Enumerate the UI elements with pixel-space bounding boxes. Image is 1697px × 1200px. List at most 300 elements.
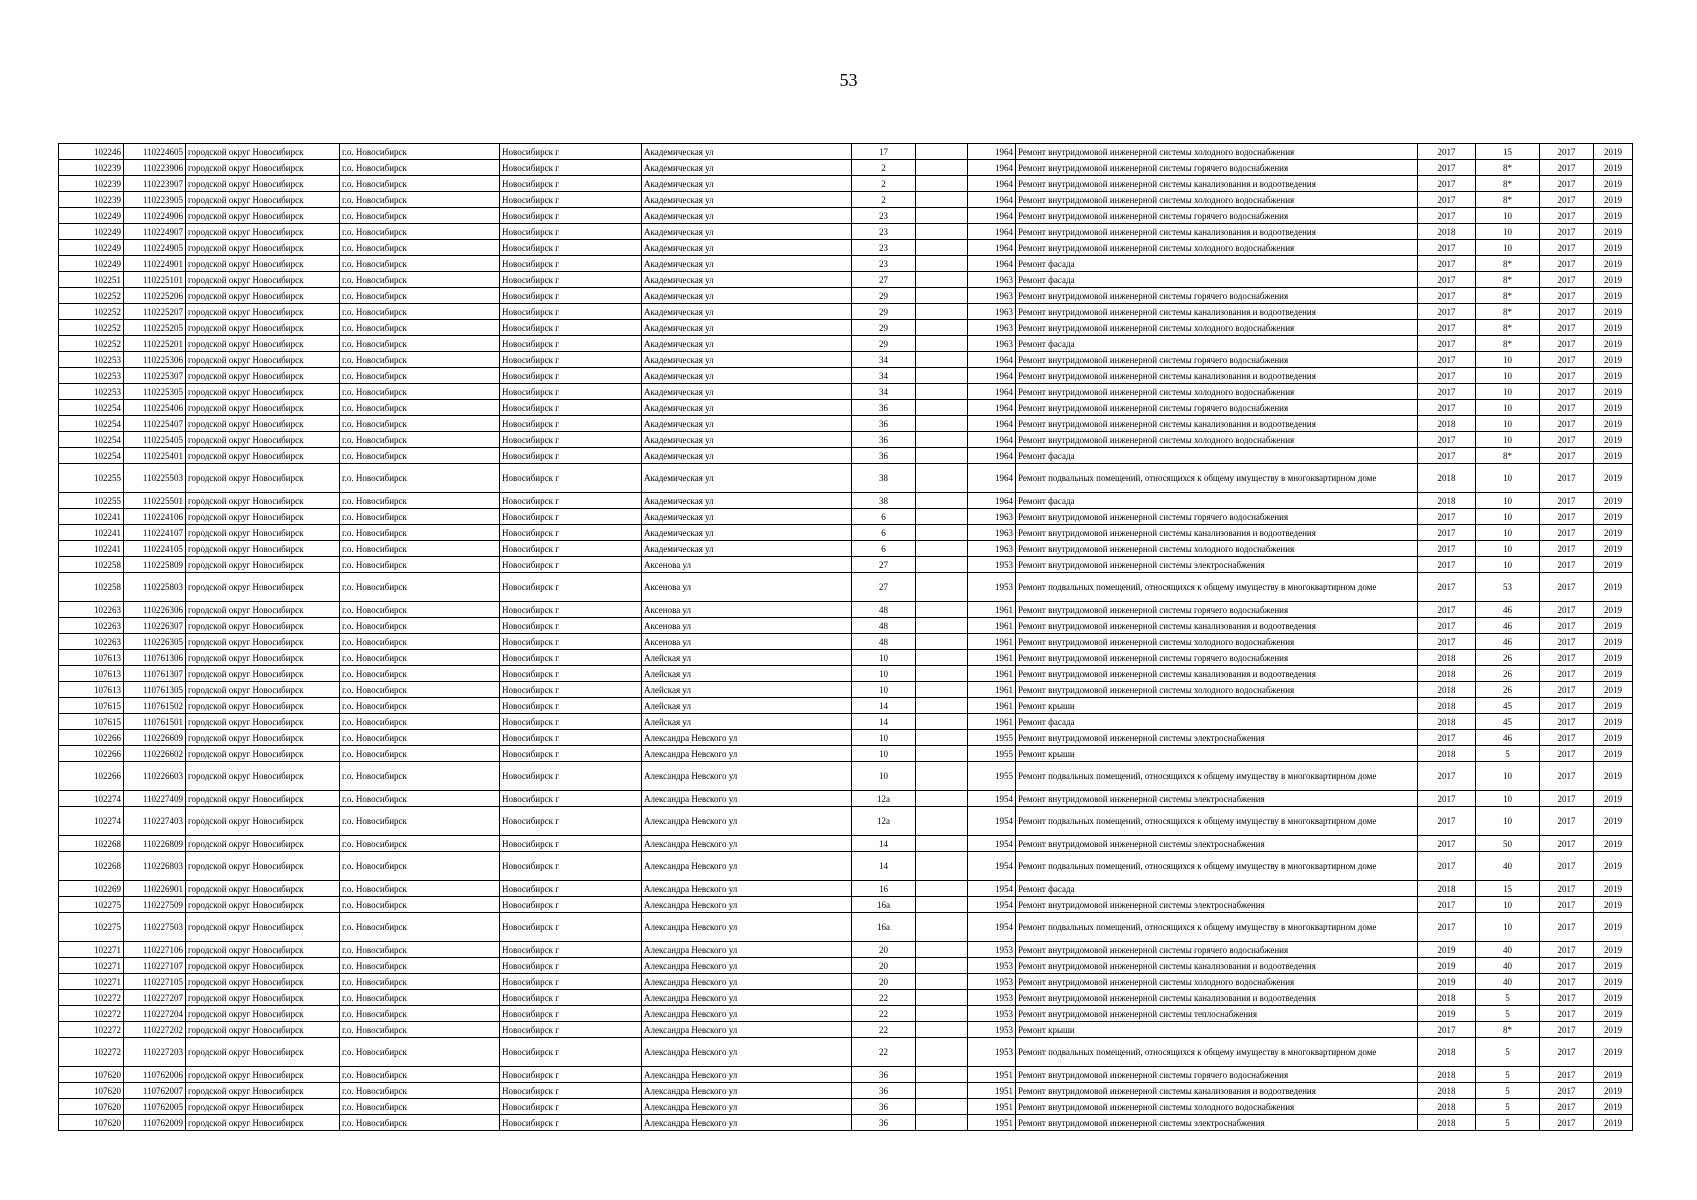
cell-end-year: 2019	[1594, 509, 1633, 525]
cell-house-number: 6	[852, 525, 916, 541]
cell-plan-year: 2017	[1418, 192, 1476, 208]
table-row	[59, 942, 1633, 958]
cell-plan-year: 2018	[1418, 1038, 1476, 1067]
cell-start-year: 2017	[1540, 573, 1594, 602]
cell-term: 5	[1476, 990, 1540, 1006]
table-row	[59, 762, 1633, 791]
cell-term: 10	[1476, 557, 1540, 573]
table-row	[59, 573, 1633, 602]
cell-work-type: Ремонт подвальных помещений, относящихся к общему имуществу в многоквартирном доме	[1016, 464, 1418, 493]
cell-building	[916, 974, 968, 990]
cell-building	[916, 1022, 968, 1038]
cell-street: Академическая ул	[642, 448, 852, 464]
cell-plan-year: 2017	[1418, 634, 1476, 650]
cell-term: 15	[1476, 881, 1540, 897]
cell-municipality: г.о. Новосибирск	[340, 714, 500, 730]
table-row	[59, 1022, 1633, 1038]
cell-year-built: 1964	[968, 400, 1016, 416]
cell-work-id: 110225407	[124, 416, 186, 432]
cell-work-type: Ремонт крыши	[1016, 698, 1418, 714]
cell-year-built: 1964	[968, 368, 1016, 384]
cell-municipality: г.о. Новосибирск	[340, 650, 500, 666]
cell-work-type: Ремонт внутридомовой инженерной системы горячего водоснабжения	[1016, 509, 1418, 525]
cell-plan-year: 2017	[1418, 791, 1476, 807]
cell-work-id: 110762009	[124, 1115, 186, 1131]
cell-plan-year: 2017	[1418, 288, 1476, 304]
cell-building	[916, 1067, 968, 1083]
cell-building	[916, 400, 968, 416]
cell-house-number: 20	[852, 942, 916, 958]
cell-end-year: 2019	[1594, 368, 1633, 384]
cell-house-number: 12а	[852, 791, 916, 807]
cell-end-year: 2019	[1594, 836, 1633, 852]
cell-year-built: 1954	[968, 913, 1016, 942]
cell-municipal-district: городской округ Новосибирск	[186, 493, 340, 509]
cell-municipal-district: городской округ Новосибирск	[186, 256, 340, 272]
cell-year-built: 1951	[968, 1083, 1016, 1099]
cell-locality: Новосибирск г	[500, 400, 642, 416]
table-row	[59, 714, 1633, 730]
cell-locality: Новосибирск г	[500, 525, 642, 541]
cell-house-id: 102275	[59, 913, 124, 942]
cell-house-id: 102258	[59, 557, 124, 573]
cell-end-year: 2019	[1594, 144, 1633, 160]
table-row	[59, 493, 1633, 509]
cell-house-id: 102254	[59, 448, 124, 464]
cell-locality: Новосибирск г	[500, 336, 642, 352]
cell-plan-year: 2017	[1418, 541, 1476, 557]
cell-municipality: г.о. Новосибирск	[340, 432, 500, 448]
cell-municipality: г.о. Новосибирск	[340, 1115, 500, 1131]
cell-work-id: 110224605	[124, 144, 186, 160]
cell-term: 8*	[1476, 448, 1540, 464]
cell-house-id: 102249	[59, 256, 124, 272]
cell-start-year: 2017	[1540, 288, 1594, 304]
cell-term: 46	[1476, 618, 1540, 634]
cell-street: Академическая ул	[642, 272, 852, 288]
cell-building	[916, 618, 968, 634]
cell-municipal-district: городской округ Новосибирск	[186, 881, 340, 897]
cell-start-year: 2017	[1540, 602, 1594, 618]
cell-work-type: Ремонт внутридомовой инженерной системы теплоснабжения	[1016, 1006, 1418, 1022]
cell-building	[916, 1115, 968, 1131]
cell-work-type: Ремонт подвальных помещений, относящихся к общему имуществу в многоквартирном доме	[1016, 1038, 1418, 1067]
cell-municipality: г.о. Новосибирск	[340, 272, 500, 288]
cell-municipal-district: городской округ Новосибирск	[186, 974, 340, 990]
cell-work-type: Ремонт внутридомовой инженерной системы горячего водоснабжения	[1016, 208, 1418, 224]
cell-work-type: Ремонт внутридомовой инженерной системы холодного водоснабжения	[1016, 240, 1418, 256]
cell-street: Академическая ул	[642, 336, 852, 352]
cell-building	[916, 525, 968, 541]
cell-start-year: 2017	[1540, 304, 1594, 320]
cell-house-number: 34	[852, 368, 916, 384]
cell-start-year: 2017	[1540, 634, 1594, 650]
cell-year-built: 1961	[968, 634, 1016, 650]
cell-work-type: Ремонт крыши	[1016, 1022, 1418, 1038]
cell-street: Алейская ул	[642, 650, 852, 666]
cell-work-id: 110225101	[124, 272, 186, 288]
cell-end-year: 2019	[1594, 240, 1633, 256]
cell-work-id: 110224107	[124, 525, 186, 541]
cell-locality: Новосибирск г	[500, 881, 642, 897]
cell-work-id: 110225501	[124, 493, 186, 509]
cell-year-built: 1964	[968, 240, 1016, 256]
cell-house-id: 107613	[59, 650, 124, 666]
cell-year-built: 1953	[968, 1022, 1016, 1038]
cell-building	[916, 698, 968, 714]
cell-building	[916, 958, 968, 974]
cell-house-id: 102271	[59, 942, 124, 958]
table-row	[59, 666, 1633, 682]
cell-street: Александра Невского ул	[642, 974, 852, 990]
cell-work-id: 110225803	[124, 573, 186, 602]
cell-municipality: г.о. Новосибирск	[340, 144, 500, 160]
cell-locality: Новосибирск г	[500, 272, 642, 288]
cell-street: Академическая ул	[642, 493, 852, 509]
cell-house-id: 102266	[59, 730, 124, 746]
cell-term: 10	[1476, 464, 1540, 493]
cell-end-year: 2019	[1594, 958, 1633, 974]
cell-end-year: 2019	[1594, 746, 1633, 762]
cell-start-year: 2017	[1540, 192, 1594, 208]
cell-year-built: 1953	[968, 942, 1016, 958]
cell-plan-year: 2017	[1418, 602, 1476, 618]
table-row	[59, 1115, 1633, 1131]
cell-start-year: 2017	[1540, 400, 1594, 416]
cell-municipality: г.о. Новосибирск	[340, 573, 500, 602]
cell-building	[916, 682, 968, 698]
cell-plan-year: 2017	[1418, 448, 1476, 464]
cell-work-type: Ремонт внутридомовой инженерной системы канализования и водоотведения	[1016, 666, 1418, 682]
cell-plan-year: 2017	[1418, 525, 1476, 541]
cell-plan-year: 2017	[1418, 352, 1476, 368]
table-row	[59, 144, 1633, 160]
cell-locality: Новосибирск г	[500, 913, 642, 942]
cell-plan-year: 2018	[1418, 650, 1476, 666]
cell-work-type: Ремонт внутридомовой инженерной системы канализования и водоотведения	[1016, 990, 1418, 1006]
cell-work-type: Ремонт внутридомовой инженерной системы холодного водоснабжения	[1016, 144, 1418, 160]
cell-work-type: Ремонт внутридомовой инженерной системы электроснабжения	[1016, 557, 1418, 573]
cell-locality: Новосибирск г	[500, 541, 642, 557]
cell-locality: Новосибирск г	[500, 1115, 642, 1131]
cell-house-number: 34	[852, 384, 916, 400]
cell-work-id: 110225405	[124, 432, 186, 448]
cell-municipality: г.о. Новосибирск	[340, 852, 500, 881]
table-row	[59, 509, 1633, 525]
cell-start-year: 2017	[1540, 807, 1594, 836]
cell-house-number: 23	[852, 208, 916, 224]
cell-building	[916, 1038, 968, 1067]
cell-work-id: 110225503	[124, 464, 186, 493]
cell-house-number: 6	[852, 509, 916, 525]
cell-street: Александра Невского ул	[642, 807, 852, 836]
cell-house-number: 2	[852, 192, 916, 208]
cell-year-built: 1963	[968, 336, 1016, 352]
cell-work-type: Ремонт фасада	[1016, 493, 1418, 509]
cell-street: Академическая ул	[642, 432, 852, 448]
cell-municipality: г.о. Новосибирск	[340, 256, 500, 272]
cell-year-built: 1961	[968, 618, 1016, 634]
cell-municipal-district: городской округ Новосибирск	[186, 791, 340, 807]
cell-building	[916, 256, 968, 272]
cell-street: Академическая ул	[642, 368, 852, 384]
cell-house-id: 102272	[59, 1006, 124, 1022]
cell-term: 10	[1476, 384, 1540, 400]
cell-house-id: 102252	[59, 304, 124, 320]
cell-start-year: 2017	[1540, 240, 1594, 256]
cell-start-year: 2017	[1540, 698, 1594, 714]
cell-house-id: 102253	[59, 352, 124, 368]
cell-street: Александра Невского ул	[642, 913, 852, 942]
cell-house-id: 107620	[59, 1083, 124, 1099]
cell-end-year: 2019	[1594, 730, 1633, 746]
cell-start-year: 2017	[1540, 990, 1594, 1006]
cell-work-id: 110761501	[124, 714, 186, 730]
cell-term: 8*	[1476, 336, 1540, 352]
cell-house-id: 102266	[59, 746, 124, 762]
table-row	[59, 974, 1633, 990]
cell-start-year: 2017	[1540, 1006, 1594, 1022]
cell-work-id: 110226609	[124, 730, 186, 746]
cell-work-id: 110226602	[124, 746, 186, 762]
cell-street: Александра Невского ул	[642, 881, 852, 897]
cell-term: 40	[1476, 974, 1540, 990]
cell-building	[916, 650, 968, 666]
cell-municipal-district: городской округ Новосибирск	[186, 602, 340, 618]
cell-end-year: 2019	[1594, 618, 1633, 634]
cell-end-year: 2019	[1594, 416, 1633, 432]
cell-plan-year: 2018	[1418, 224, 1476, 240]
cell-work-id: 110227204	[124, 1006, 186, 1022]
cell-start-year: 2017	[1540, 897, 1594, 913]
cell-work-type: Ремонт внутридомовой инженерной системы горячего водоснабжения	[1016, 400, 1418, 416]
cell-municipal-district: городской округ Новосибирск	[186, 208, 340, 224]
cell-term: 10	[1476, 913, 1540, 942]
cell-start-year: 2017	[1540, 852, 1594, 881]
cell-building	[916, 746, 968, 762]
table-row	[59, 746, 1633, 762]
cell-plan-year: 2017	[1418, 368, 1476, 384]
cell-year-built: 1954	[968, 807, 1016, 836]
cell-municipal-district: городской округ Новосибирск	[186, 509, 340, 525]
table-row	[59, 525, 1633, 541]
cell-start-year: 2017	[1540, 958, 1594, 974]
cell-locality: Новосибирск г	[500, 634, 642, 650]
cell-work-type: Ремонт внутридомовой инженерной системы холодного водоснабжения	[1016, 192, 1418, 208]
cell-municipal-district: городской округ Новосибирск	[186, 224, 340, 240]
cell-plan-year: 2018	[1418, 1083, 1476, 1099]
cell-house-number: 14	[852, 852, 916, 881]
cell-street: Академическая ул	[642, 509, 852, 525]
cell-year-built: 1951	[968, 1099, 1016, 1115]
cell-locality: Новосибирск г	[500, 666, 642, 682]
cell-plan-year: 2017	[1418, 400, 1476, 416]
cell-municipality: г.о. Новосибирск	[340, 942, 500, 958]
cell-municipality: г.о. Новосибирск	[340, 493, 500, 509]
cell-term: 46	[1476, 730, 1540, 746]
table-row	[59, 791, 1633, 807]
cell-building	[916, 791, 968, 807]
cell-start-year: 2017	[1540, 746, 1594, 762]
cell-street: Александра Невского ул	[642, 762, 852, 791]
cell-municipal-district: городской округ Новосибирск	[186, 288, 340, 304]
cell-start-year: 2017	[1540, 682, 1594, 698]
cell-start-year: 2017	[1540, 448, 1594, 464]
cell-house-number: 27	[852, 272, 916, 288]
cell-start-year: 2017	[1540, 272, 1594, 288]
cell-locality: Новосибирск г	[500, 384, 642, 400]
table-row	[59, 304, 1633, 320]
cell-municipality: г.о. Новосибирск	[340, 730, 500, 746]
cell-building	[916, 176, 968, 192]
cell-end-year: 2019	[1594, 352, 1633, 368]
cell-work-id: 110224905	[124, 240, 186, 256]
cell-house-id: 102239	[59, 192, 124, 208]
table-row	[59, 1038, 1633, 1067]
cell-work-id: 110225401	[124, 448, 186, 464]
cell-street: Академическая ул	[642, 144, 852, 160]
cell-street: Академическая ул	[642, 256, 852, 272]
cell-end-year: 2019	[1594, 990, 1633, 1006]
cell-house-id: 102253	[59, 368, 124, 384]
cell-start-year: 2017	[1540, 942, 1594, 958]
table-row	[59, 208, 1633, 224]
cell-plan-year: 2017	[1418, 762, 1476, 791]
cell-street: Александра Невского ул	[642, 1067, 852, 1083]
cell-building	[916, 288, 968, 304]
cell-street: Александра Невского ул	[642, 1022, 852, 1038]
cell-locality: Новосибирск г	[500, 448, 642, 464]
cell-locality: Новосибирск г	[500, 416, 642, 432]
cell-work-type: Ремонт внутридомовой инженерной системы горячего водоснабжения	[1016, 160, 1418, 176]
cell-plan-year: 2017	[1418, 852, 1476, 881]
cell-work-type: Ремонт подвальных помещений, относящихся к общему имуществу в многоквартирном доме	[1016, 762, 1418, 791]
cell-house-id: 102255	[59, 464, 124, 493]
cell-locality: Новосибирск г	[500, 160, 642, 176]
cell-house-number: 10	[852, 730, 916, 746]
cell-work-id: 110225307	[124, 368, 186, 384]
cell-house-id: 102268	[59, 852, 124, 881]
cell-start-year: 2017	[1540, 368, 1594, 384]
cell-locality: Новосибирск г	[500, 1038, 642, 1067]
cell-street: Академическая ул	[642, 320, 852, 336]
cell-work-id: 110223907	[124, 176, 186, 192]
cell-term: 10	[1476, 509, 1540, 525]
cell-start-year: 2017	[1540, 1115, 1594, 1131]
cell-work-type: Ремонт внутридомовой инженерной системы холодного водоснабжения	[1016, 384, 1418, 400]
cell-end-year: 2019	[1594, 432, 1633, 448]
cell-term: 10	[1476, 416, 1540, 432]
table-row	[59, 1083, 1633, 1099]
cell-municipality: г.о. Новосибирск	[340, 384, 500, 400]
cell-building	[916, 144, 968, 160]
cell-building	[916, 368, 968, 384]
cell-street: Академическая ул	[642, 525, 852, 541]
cell-year-built: 1964	[968, 416, 1016, 432]
cell-work-id: 110224106	[124, 509, 186, 525]
cell-municipal-district: городской округ Новосибирск	[186, 666, 340, 682]
cell-house-id: 102255	[59, 493, 124, 509]
cell-end-year: 2019	[1594, 1067, 1633, 1083]
table-row	[59, 160, 1633, 176]
cell-municipality: г.о. Новосибирск	[340, 1038, 500, 1067]
cell-start-year: 2017	[1540, 762, 1594, 791]
cell-year-built: 1954	[968, 836, 1016, 852]
cell-municipality: г.о. Новосибирск	[340, 666, 500, 682]
cell-year-built: 1963	[968, 525, 1016, 541]
cell-term: 5	[1476, 1067, 1540, 1083]
cell-municipal-district: городской округ Новосибирск	[186, 852, 340, 881]
cell-municipal-district: городской округ Новосибирск	[186, 762, 340, 791]
cell-municipality: г.о. Новосибирск	[340, 913, 500, 942]
cell-municipality: г.о. Новосибирск	[340, 320, 500, 336]
cell-work-type: Ремонт внутридомовой инженерной системы электроснабжения	[1016, 730, 1418, 746]
cell-house-number: 36	[852, 400, 916, 416]
cell-plan-year: 2018	[1418, 746, 1476, 762]
cell-work-type: Ремонт фасада	[1016, 336, 1418, 352]
cell-building	[916, 240, 968, 256]
table-row	[59, 464, 1633, 493]
cell-municipal-district: городской округ Новосибирск	[186, 272, 340, 288]
cell-year-built: 1964	[968, 384, 1016, 400]
cell-municipal-district: городской округ Новосибирск	[186, 836, 340, 852]
cell-municipality: г.о. Новосибирск	[340, 416, 500, 432]
cell-municipal-district: городской округ Новосибирск	[186, 368, 340, 384]
cell-plan-year: 2017	[1418, 320, 1476, 336]
cell-locality: Новосибирск г	[500, 990, 642, 1006]
cell-work-id: 110761305	[124, 682, 186, 698]
cell-house-id: 102275	[59, 897, 124, 913]
cell-work-type: Ремонт фасада	[1016, 448, 1418, 464]
table-row	[59, 272, 1633, 288]
cell-end-year: 2019	[1594, 698, 1633, 714]
cell-house-id: 107615	[59, 714, 124, 730]
cell-plan-year: 2017	[1418, 913, 1476, 942]
cell-work-type: Ремонт внутридомовой инженерной системы канализования и водоотведения	[1016, 416, 1418, 432]
cell-house-id: 102252	[59, 288, 124, 304]
table-row	[59, 650, 1633, 666]
cell-street: Аксенова ул	[642, 602, 852, 618]
page-number: 53	[839, 70, 858, 90]
cell-work-type: Ремонт внутридомовой инженерной системы электроснабжения	[1016, 897, 1418, 913]
cell-municipality: г.о. Новосибирск	[340, 618, 500, 634]
cell-building	[916, 272, 968, 288]
cell-building	[916, 160, 968, 176]
cell-work-type: Ремонт внутридомовой инженерной системы канализования и водоотведения	[1016, 176, 1418, 192]
cell-work-type: Ремонт внутридомовой инженерной системы горячего водоснабжения	[1016, 942, 1418, 958]
cell-year-built: 1964	[968, 192, 1016, 208]
cell-locality: Новосибирск г	[500, 1067, 642, 1083]
cell-house-number: 36	[852, 416, 916, 432]
cell-house-number: 27	[852, 573, 916, 602]
cell-term: 15	[1476, 144, 1540, 160]
cell-municipal-district: городской округ Новосибирск	[186, 525, 340, 541]
cell-work-id: 110762007	[124, 1083, 186, 1099]
cell-municipality: г.о. Новосибирск	[340, 224, 500, 240]
cell-municipal-district: городской округ Новосибирск	[186, 352, 340, 368]
cell-year-built: 1964	[968, 432, 1016, 448]
cell-municipality: г.о. Новосибирск	[340, 746, 500, 762]
cell-end-year: 2019	[1594, 1022, 1633, 1038]
cell-work-id: 110223906	[124, 160, 186, 176]
cell-work-id: 110225305	[124, 384, 186, 400]
cell-work-type: Ремонт внутридомовой инженерной системы холодного водоснабжения	[1016, 432, 1418, 448]
cell-municipal-district: городской округ Новосибирск	[186, 897, 340, 913]
cell-plan-year: 2017	[1418, 304, 1476, 320]
table-row	[59, 368, 1633, 384]
table-row	[59, 240, 1633, 256]
cell-municipal-district: городской округ Новосибирск	[186, 698, 340, 714]
